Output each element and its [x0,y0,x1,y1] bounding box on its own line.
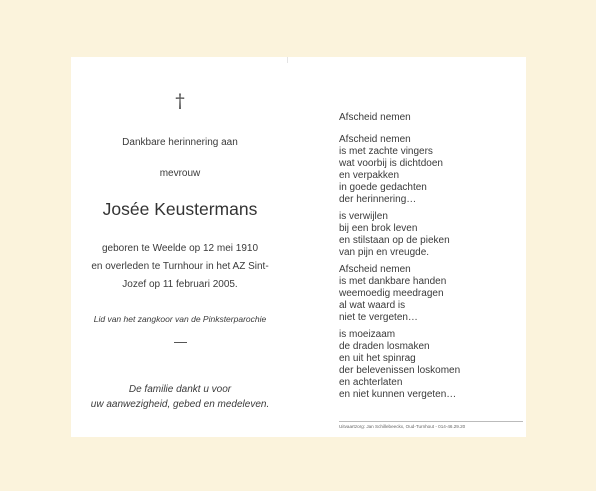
poem-stanza [339,329,519,401]
poem-line: de draden losmaken [339,341,430,352]
birth-line: geboren te Weelde op 12 mei 1910 [101,243,259,254]
poem-line: der belevenissen loskomen [339,365,461,376]
left-panel [71,57,289,437]
divider [174,342,187,343]
salutation-text: mevrouw [159,168,201,179]
poem-stanza [339,211,519,259]
poem-stanza [339,134,519,206]
memorial-card [71,57,526,437]
poem-line: niet te vergeten… [339,312,418,323]
death-date-line: Jozef op 11 februari 2005. [122,279,238,290]
cross-icon: † [175,90,185,112]
membership-text: Lid van het zangkoor van de Pinksterparochie [93,314,267,324]
poem-line: weemoedig meedragen [339,288,444,299]
death-line: en overleden te Turnhour in het AZ Sint- [91,261,269,272]
poem-line: en niet kunnen vergeten… [339,389,457,400]
poem-line: al wat waard is [339,300,406,311]
poem-line: en stilstaan op de pieken [339,235,450,246]
poem-line: is met dankbare handen [339,276,447,287]
poem-line: is met zachte vingers [339,146,433,157]
thanks-line-2: uw aanwezigheid, gebed en medeleven. [90,399,270,410]
poem-panel [339,112,519,406]
printer-rule [339,421,523,422]
poem-line: der herinnering… [339,194,417,205]
poem-line: Afscheid nemen [339,264,411,275]
poem-stanza [339,264,519,324]
poem-line: en verpakken [339,170,400,181]
poem-line: is verwijlen [339,211,388,222]
intro-text: Dankbare herinnering aan [122,137,238,148]
poem-line: in goede gedachten [339,182,427,193]
poem-line: Afscheid nemen [339,134,411,145]
poem-line: wat voorbij is dichtdoen [339,158,443,169]
poem-line: van pijn en vreugde. [339,247,430,258]
thanks-line-1: De familie dankt u voor [128,384,232,395]
poem-line: en uit het spinrag [339,353,416,364]
poem-line: bij een brok leven [339,223,418,234]
poem-line: is moeizaam [339,329,396,340]
poem-line: en achterlaten [339,377,403,388]
poem-title: Afscheid nemen [339,112,411,123]
deceased-name: Josée Keustermans [102,199,258,219]
printer-credit: Uitvaartzorg: Jan Schillebeeckx, Oud-Turnhout - 014-46.29.20 [339,424,466,429]
